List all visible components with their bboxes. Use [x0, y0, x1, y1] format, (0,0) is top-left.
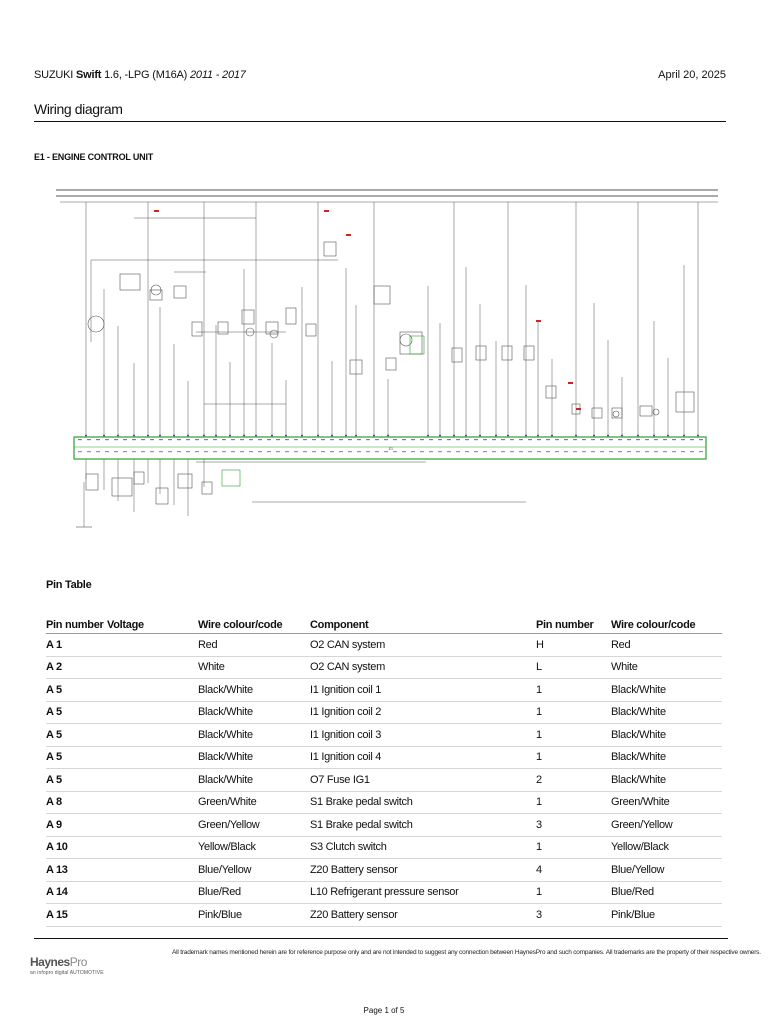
table-cell: 1: [536, 701, 611, 724]
table-cell: A 10: [46, 836, 107, 859]
table-cell: Pink/Blue: [198, 904, 310, 927]
table-row: [46, 814, 722, 837]
logo-main: Haynes: [30, 955, 70, 969]
table-cell: A 5: [46, 701, 107, 724]
table-row: [46, 746, 722, 769]
table-cell: [107, 746, 198, 769]
table-cell: Green/Yellow: [198, 814, 310, 837]
vehicle-brand: SUZUKI: [34, 69, 74, 81]
table-cell: [107, 814, 198, 837]
table-cell: 1: [536, 746, 611, 769]
wiring-diagram: [56, 182, 718, 566]
table-cell: A 5: [46, 679, 107, 702]
vehicle-model: Swift: [76, 69, 102, 81]
column-header: Wire colour/code: [611, 616, 722, 634]
table-cell: S1 Brake pedal switch: [310, 791, 536, 814]
table-cell: O7 Fuse IG1: [310, 769, 536, 792]
table-cell: Z20 Battery sensor: [310, 859, 536, 882]
table-cell: 1: [536, 836, 611, 859]
table-row: [46, 656, 722, 679]
table-cell: Black/White: [611, 769, 722, 792]
table-cell: Green/Yellow: [611, 814, 722, 837]
table-cell: Blue/Red: [198, 881, 310, 904]
table-cell: Black/White: [198, 701, 310, 724]
table-row: [46, 859, 722, 882]
table-cell: A 13: [46, 859, 107, 882]
table-cell: Black/White: [611, 701, 722, 724]
table-cell: A 14: [46, 881, 107, 904]
column-header: Wire colour/code: [198, 616, 310, 634]
table-cell: Black/White: [611, 679, 722, 702]
table-cell: I1 Ignition coil 2: [310, 701, 536, 724]
table-cell: Black/White: [611, 724, 722, 747]
pin-table-header: [46, 616, 722, 634]
vehicle-years: 2011 - 2017: [190, 69, 246, 81]
table-cell: Pink/Blue: [611, 904, 722, 927]
table-cell: I1 Ignition coil 1: [310, 679, 536, 702]
table-cell: Red: [611, 634, 722, 657]
table-row: [46, 679, 722, 702]
table-cell: Yellow/Black: [198, 836, 310, 859]
table-cell: O2 CAN system: [310, 656, 536, 679]
table-cell: [107, 791, 198, 814]
table-row: [46, 836, 722, 859]
table-cell: Green/White: [611, 791, 722, 814]
table-row: [46, 791, 722, 814]
table-row: [46, 769, 722, 792]
table-cell: A 5: [46, 724, 107, 747]
table-cell: A 5: [46, 746, 107, 769]
table-cell: Black/White: [198, 769, 310, 792]
ecu-unit-label: E1: [389, 447, 393, 451]
table-cell: A 9: [46, 814, 107, 837]
table-cell: Green/White: [198, 791, 310, 814]
table-cell: [107, 634, 198, 657]
column-header: Voltage: [107, 616, 198, 634]
table-cell: 1: [536, 724, 611, 747]
table-cell: Black/White: [198, 679, 310, 702]
table-cell: H: [536, 634, 611, 657]
table-cell: A 5: [46, 769, 107, 792]
table-cell: [107, 836, 198, 859]
table-cell: 4: [536, 859, 611, 882]
table-cell: White: [611, 656, 722, 679]
table-cell: S3 Clutch switch: [310, 836, 536, 859]
table-row: [46, 904, 722, 927]
table-row: [46, 724, 722, 747]
table-row: [46, 701, 722, 724]
pin-table: [46, 616, 722, 927]
vehicle-header: [34, 69, 246, 81]
table-cell: A 1: [46, 634, 107, 657]
column-header: Pin number: [536, 616, 611, 634]
table-cell: Blue/Yellow: [198, 859, 310, 882]
column-header: Component: [310, 616, 536, 634]
table-cell: O2 CAN system: [310, 634, 536, 657]
table-cell: Blue/Yellow: [611, 859, 722, 882]
haynespro-logo: [30, 955, 104, 976]
vehicle-variant: 1.6, -LPG (M16A): [101, 69, 190, 81]
page-number: Page 1 of 5: [363, 1006, 405, 1015]
table-cell: 3: [536, 904, 611, 927]
table-cell: [107, 701, 198, 724]
pin-table-title: Pin Table: [46, 579, 92, 591]
table-row: [46, 634, 722, 657]
page-title: Wiring diagram: [34, 101, 123, 117]
table-cell: [107, 679, 198, 702]
table-cell: [107, 769, 198, 792]
table-cell: 1: [536, 791, 611, 814]
table-cell: 1: [536, 679, 611, 702]
table-cell: Black/White: [198, 746, 310, 769]
table-cell: Red: [198, 634, 310, 657]
table-cell: A 15: [46, 904, 107, 927]
column-header: Pin number: [46, 616, 107, 634]
document-date: April 20, 2025: [658, 69, 726, 81]
section-title: E1 - ENGINE CONTROL UNIT: [34, 152, 154, 162]
title-divider: [34, 121, 726, 122]
table-cell: S1 Brake pedal switch: [310, 814, 536, 837]
table-cell: Z20 Battery sensor: [310, 904, 536, 927]
table-cell: [107, 859, 198, 882]
table-cell: Yellow/Black: [611, 836, 722, 859]
table-cell: A 8: [46, 791, 107, 814]
table-row: [46, 881, 722, 904]
table-cell: Blue/Red: [611, 881, 722, 904]
trademark-disclaimer: All trademark names mentioned herein are for reference purpose only and are not intended to suggest any connection between HaynesPro and such companies. All trademarks are the property of their respective owners.: [172, 949, 761, 956]
table-cell: White: [198, 656, 310, 679]
table-cell: 3: [536, 814, 611, 837]
table-cell: [107, 656, 198, 679]
table-cell: [107, 724, 198, 747]
footer-divider: [34, 938, 728, 939]
table-cell: L10 Refrigerant pressure sensor: [310, 881, 536, 904]
table-cell: I1 Ignition coil 4: [310, 746, 536, 769]
table-cell: Black/White: [198, 724, 310, 747]
table-cell: [107, 904, 198, 927]
table-cell: I1 Ignition coil 3: [310, 724, 536, 747]
table-cell: Black/White: [611, 746, 722, 769]
table-cell: A 2: [46, 656, 107, 679]
table-cell: L: [536, 656, 611, 679]
table-cell: [107, 881, 198, 904]
logo-accent: Pro: [69, 955, 87, 969]
table-cell: 1: [536, 881, 611, 904]
logo-subtitle: an infopro digital AUTOMOTIVE: [30, 970, 104, 976]
table-cell: 2: [536, 769, 611, 792]
